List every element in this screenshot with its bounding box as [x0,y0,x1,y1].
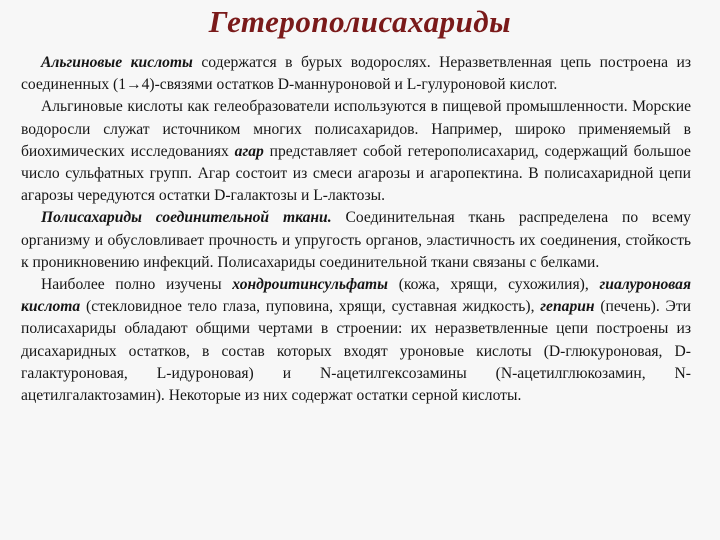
term-alginic-acids: Альгиновые кислоты [41,54,193,71]
paragraph-text: представляет собой гетерополисахарид, содержащий большое число сульфатных групп. Агар состоит из смеси агарозы и агаропектина. В полисахаридной цепи агарозы чередуются остатки D-галактозы и L-лактозы. [21,142,691,205]
slide-body [21,52,691,407]
paragraph-chondroitin [21,274,691,407]
paragraph-text: содержатся в бурых водорослях. Неразветвленная цепь построена из соединенных (1 [21,54,692,94]
paragraph-text: (стекловидное тело глаза, пуповина, хрящи, суставная жидкость), [80,298,541,316]
term-chondroitin-sulfates: хондроитинсульфаты [232,276,388,294]
term-agar: агар [234,142,264,160]
paragraph-text: Наиболее полно изучены [41,276,233,294]
term-hyaluronic-acid: гиалуроновая кислота [21,276,691,316]
term-connective-tissue-polysaccharides: Полисахариды соединительной ткани. [41,209,332,227]
paragraph-text: (кожа, хрящи, сухожилия), [387,276,600,294]
slide-title: Гетерополисахариды [208,4,512,39]
paragraph-text: 4)-связями остатков D-маннуроновой и L-гулуроновой кислот. [141,76,558,94]
paragraph-connective-tissue [21,207,691,274]
paragraph-text: Соединительная ткань распределена по всему организму и обусловливает прочность и упругость органов, эластичность их соединения, стойкость к проникновению инфекций. Полисахариды соединительной ткани связаны с белками. [21,209,691,271]
paragraph-agar [21,96,691,207]
arrow-symbol: → [126,76,142,94]
term-heparin: гепарин [540,298,595,316]
paragraph-text: (печень). Эти полисахариды обладают общими чертами в строении: их неразветвленные цепи построены из дисахаридных остатков, в состав которых входят уроновые кислоты (D-глюкуроновая, D-галактуроновая, L-идуроновая) и N-ацетилгексозамины (N-ацетилглюкозамин, N-ацетилгалактозамин). Некоторые из них содержат остатки серной кислоты. [21,298,691,405]
paragraph-text: Альгиновые кислоты как гелеобразователи используются в пищевой промышленности. Морские водоросли служат источником многих полисахаридов. Например, широко применяемый в биохимических исследованиях [21,98,691,160]
paragraph-alginic-acids [21,52,691,96]
